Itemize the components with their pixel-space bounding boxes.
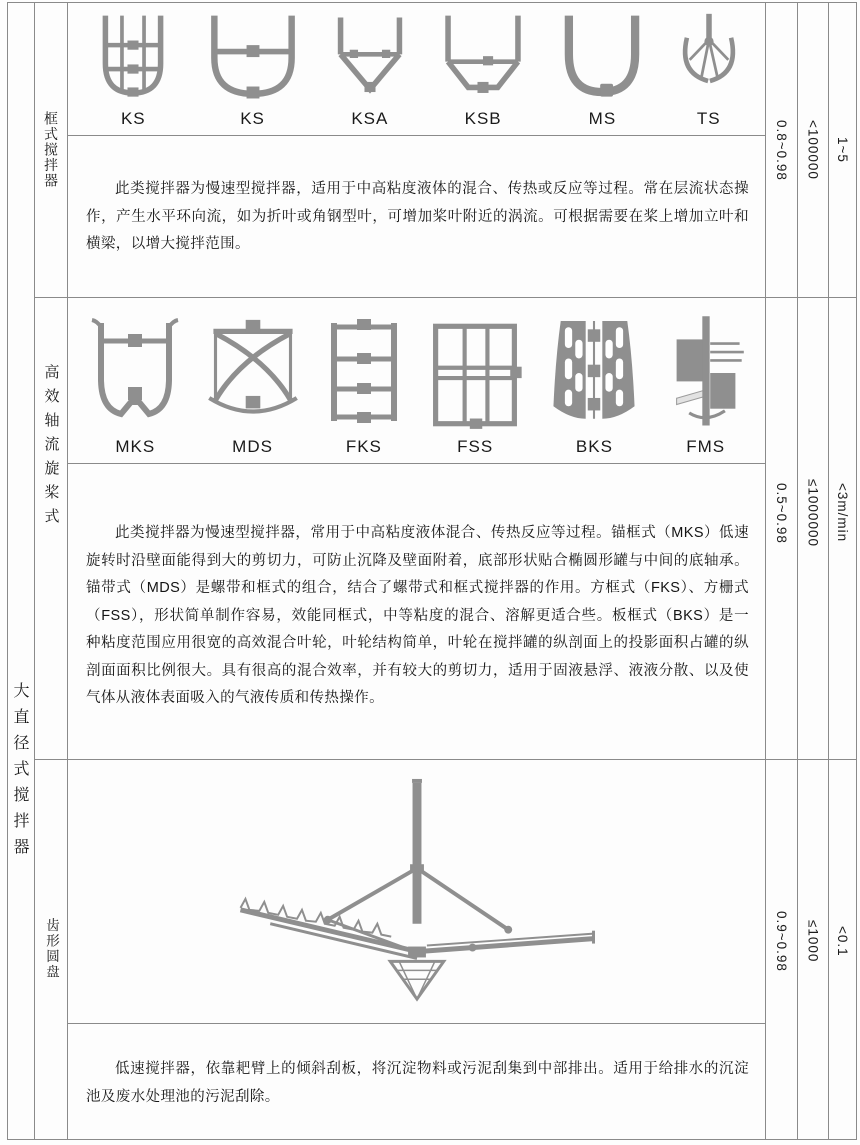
figure-cell — [326, 12, 414, 129]
figure-cell — [672, 12, 746, 129]
ts-claw-impeller-figure — [672, 12, 746, 104]
figure-code-label: TS — [696, 109, 721, 128]
row1-reynolds-value-cell — [798, 3, 828, 297]
figure-code-label: KS — [120, 109, 146, 128]
rake-scraper-figure — [227, 773, 607, 1011]
ks-anchor-impeller-figure — [199, 12, 307, 104]
row3-reynolds-value-cell — [798, 759, 828, 1139]
figure-code-label: MDS — [232, 437, 273, 456]
row1-description-cell — [68, 136, 765, 297]
figure-cell — [85, 314, 185, 457]
figure-cell — [433, 12, 533, 129]
outer-category-label-cell — [8, 3, 34, 1139]
row3-speed-value: <0.1 — [835, 925, 850, 957]
figure-cell — [203, 314, 303, 457]
row-label-frame-mixer-cell — [35, 3, 67, 297]
row1-speed-value: 1~5 — [835, 137, 850, 163]
figure-code-label: KSB — [464, 109, 502, 128]
mds-ribbon-frame-figure — [203, 314, 303, 432]
figure-code-label: FSS — [457, 437, 494, 456]
figure-code-label: KSA — [351, 109, 389, 128]
row-label-axial-flow-cell — [35, 297, 67, 759]
ks-frame-impeller-figure — [87, 12, 179, 104]
row3-ratio-value: 0.9~0.98 — [774, 910, 789, 972]
figure-cell — [542, 314, 646, 457]
row2-description-cell — [68, 464, 765, 759]
figure-cell — [87, 12, 179, 129]
row1-speed-value-cell — [829, 3, 856, 297]
figure-cell — [552, 12, 652, 129]
mixer-table — [7, 2, 857, 1140]
row1-figure-band — [68, 3, 765, 135]
row3-description-cell — [68, 1024, 765, 1139]
figure-code-label: FKS — [345, 437, 382, 456]
row3-speed-value-cell — [829, 759, 856, 1139]
row2-reynolds-value-cell — [798, 297, 828, 759]
row-label-frame-mixer: 框式搅拌器 — [43, 111, 59, 189]
row2-ratio-value: 0.5~0.98 — [774, 482, 789, 544]
figure-cell — [199, 12, 307, 129]
figure-code-label: BKS — [575, 437, 613, 456]
row2-speed-value: <3m/min — [835, 483, 850, 543]
row1-description: 此类搅拌器为慢速型搅拌器，适用于中高粘度液体的混合、传热或反应等过程。常在层流状态操作，产生水平环向流，如为折叶或角钢型叶，可增加桨叶附近的涡流。可根据需要在桨上增加立叶和横梁，以增大搅拌范围。 — [86, 181, 749, 252]
figure-code-label: FMS — [686, 437, 726, 456]
bks-slotted-plate-figure — [542, 314, 646, 432]
row-label-toothed-disc-cell — [35, 759, 67, 1139]
figure-cell — [425, 318, 525, 457]
row-label-toothed-disc: 齿形圆盘 — [44, 918, 59, 980]
row1-reynolds-value: <100000 — [805, 120, 821, 180]
row3-description: 低速搅拌器，依靠耙臂上的倾斜刮板，将沉淀物料或污泥刮集到中部排出。适用于给排水的沉淀池及废水处理池的污泥刮除。 — [86, 1061, 749, 1105]
figure-code-label: KS — [240, 109, 265, 128]
row2-description: 此类搅拌器为慢速型搅拌器，常用于中高粘度液体混合、传热反应等过程。锚框式（MKS）低速旋转时沿壁面能得到大的剪切力，可防止沉降及壁面附着，底部形状贴合椭圆形罐与中间的底轴承。锚带式（MDS）是螺带和框式的组合，结合了螺带式和框式搅拌器的作用。方框式（FKS）、方栅式（FSS），形状简单制作容易，效能同框式，中等粘度的混合、溶解更适合些。板框式（BKS）是一种粘度范围应用很宽的高效混合叶轮，叶轮结构简单，叶轮在搅拌罐的纵剖面上的投影面积占罐的纵剖面面积比例很大。具有很高的混合效率，并有较大的剪切力，适用于固液悬浮、液液分散、以及使气体从液体表面吸入的气液传质和传热操作。 — [86, 525, 749, 706]
fss-grid-frame-figure — [425, 318, 525, 432]
outer-category-label: 大直径式搅拌器 — [11, 682, 28, 864]
row2-reynolds-value: ≤1000000 — [805, 479, 821, 547]
figure-code-label: MKS — [115, 437, 156, 456]
ksb-impeller-figure — [433, 12, 533, 104]
row3-figure-band — [68, 760, 765, 1023]
figure-cell — [320, 314, 408, 457]
row2-figure-band — [68, 298, 765, 463]
row-label-axial-flow: 高效轴流旋桨式 — [42, 364, 60, 532]
figure-code-label: MS — [588, 109, 617, 128]
fks-square-frame-figure — [320, 314, 408, 432]
figure-cell — [664, 314, 748, 457]
row3-reynolds-value: ≤1000 — [805, 919, 821, 963]
row3-ratio-value-cell — [766, 759, 797, 1139]
mks-anchor-frame-figure — [85, 314, 185, 432]
row1-ratio-value-cell — [766, 3, 797, 297]
row1-ratio-value: 0.8~0.98 — [774, 119, 789, 181]
ksa-impeller-figure — [326, 12, 414, 104]
row2-speed-value-cell — [829, 297, 856, 759]
ms-horseshoe-impeller-figure — [552, 12, 652, 104]
fms-shaft-plate-figure — [664, 314, 748, 432]
row2-ratio-value-cell — [766, 297, 797, 759]
